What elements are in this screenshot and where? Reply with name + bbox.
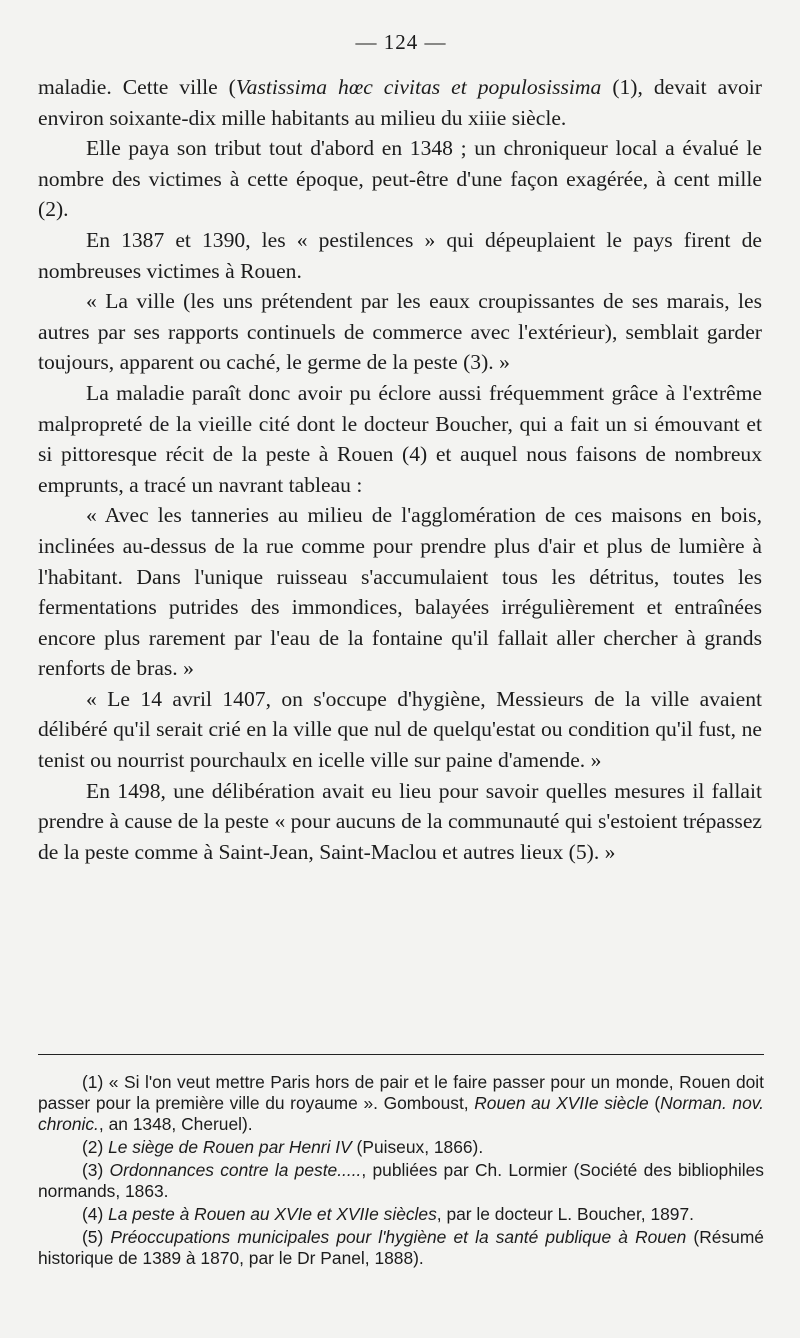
footnote-segment: Ordonnances contre la peste..... xyxy=(109,1160,362,1180)
footnote xyxy=(38,1160,764,1202)
paragraph xyxy=(38,225,762,286)
footnote xyxy=(38,1204,764,1225)
footnote-segment: Norman. nov. chronic. xyxy=(38,1093,765,1134)
paragraph-segment: En 1387 et 1390, les « pestilences » qui dépeuplaient le pays firent de nombreuses victimes à Rouen. xyxy=(38,227,762,283)
paragraph xyxy=(38,378,762,500)
paragraph xyxy=(38,500,762,684)
paragraph xyxy=(38,72,762,133)
footnote-segment: Le siège de Rouen par Henri IV xyxy=(108,1137,352,1157)
footnote-segment: (3) xyxy=(82,1160,110,1180)
footnote-segment: (5) xyxy=(82,1227,111,1247)
paragraph-segment: « Avec les tanneries au milieu de l'agglomération de ces maisons en bois, inclinées au-dessus de la rue comme pour prendre plus d'air et plus de lumière à l'habitant. Dans l'unique ruisseau s'accumulaient tous les détritus, toutes les fermentations putrides des immondices, balayées irrégulièrement et entraînées encore plus rarement par l'eau de la fontaine qu'il fallait aller chercher à grands renforts de bras. » xyxy=(38,503,762,681)
paragraph-segment: Elle paya son tribut tout d'abord en 1348 ; un chroniqueur local a évalué le nombre des victimes à cette époque, peut-être d'une façon exagérée, à cent mille (2). xyxy=(38,136,762,222)
paragraph-segment: Vastissima hœc civitas et populosissima xyxy=(235,75,602,99)
paragraph-segment: maladie. Cette ville ( xyxy=(38,75,236,99)
paragraph-segment: « La ville (les uns prétendent par les eaux croupissantes de ses marais, les autres par ses rapports continuels de commerce avec l'extérieur), semblait garder toujours, apparent ou caché, le germe de la peste (3). » xyxy=(38,289,762,375)
footnote-segment: (2) xyxy=(82,1137,109,1157)
footnote-segment: (4) xyxy=(82,1204,109,1224)
footnote xyxy=(38,1227,764,1269)
footnote xyxy=(38,1072,764,1135)
footnote-segment: (1) « Si l'on veut mettre Paris hors de pair et le faire passer pour un monde, Rouen doit passer pour la première ville du royaume ». Gomboust, xyxy=(38,1072,764,1113)
paragraph xyxy=(38,286,762,378)
paragraph xyxy=(38,133,762,225)
footnote-segment: La peste à Rouen au XVIe et XVIIe siècles xyxy=(108,1204,437,1224)
paragraph-segment: (1), devait avoir environ soixante-dix mille habitants au milieu du xiiie siècle. xyxy=(38,75,762,130)
footnote-segment: , par le docteur L. Boucher, 1897. xyxy=(436,1204,694,1224)
footnotes xyxy=(38,1072,764,1271)
footnote xyxy=(38,1137,764,1158)
footnote-segment: Rouen au XVIIe siècle xyxy=(474,1093,649,1113)
footnote-segment: Préoccupations municipales pour l'hygiène et la santé publique à Rouen xyxy=(110,1227,687,1247)
paragraph xyxy=(38,776,762,868)
page-number: — 124 — xyxy=(355,30,447,54)
paragraph-segment: La maladie paraît donc avoir pu éclore aussi fréquemment grâce à l'extrême malpropreté de la vieille cité dont le docteur Boucher, qui a fait un si émouvant et si pittoresque récit de la peste à Rouen (4) et auquel nous faisons de nombreux emprunts, a tracé un navrant tableau : xyxy=(38,380,762,497)
footnote-segment: , an 1348, Cheruel). xyxy=(98,1114,253,1134)
main-text xyxy=(38,72,762,867)
paragraph-segment: « Le 14 avril 1407, on s'occupe d'hygiène, Messieurs de la ville avaient délibéré qu'il serait crié en la ville que nul de quelqu'estat ou condition qu'il fust, ne tenist ou nourrist pourchaulx en icelle ville sur paine d'amende. » xyxy=(38,686,762,773)
footnote-segment: , publiées par Ch. Lormier (Société des bibliophiles normands, 1863. xyxy=(38,1160,764,1201)
footnote-segment: (Puiseux, 1866). xyxy=(351,1137,484,1157)
footnote-segment: (Résumé historique de 1389 à 1870, par le Dr Panel, 1888). xyxy=(38,1227,764,1268)
paragraph xyxy=(38,684,762,776)
footnote-separator xyxy=(38,1054,764,1055)
paragraph-segment: En 1498, une délibération avait eu lieu pour savoir quelles mesures il fallait prendre à cause de la peste « pour aucuns de la communauté qui s'estoient trépassez de la peste comme à Saint-Jean, Saint-Maclou et autres lieux (5). » xyxy=(38,778,762,864)
footnote-segment: ( xyxy=(648,1093,661,1113)
